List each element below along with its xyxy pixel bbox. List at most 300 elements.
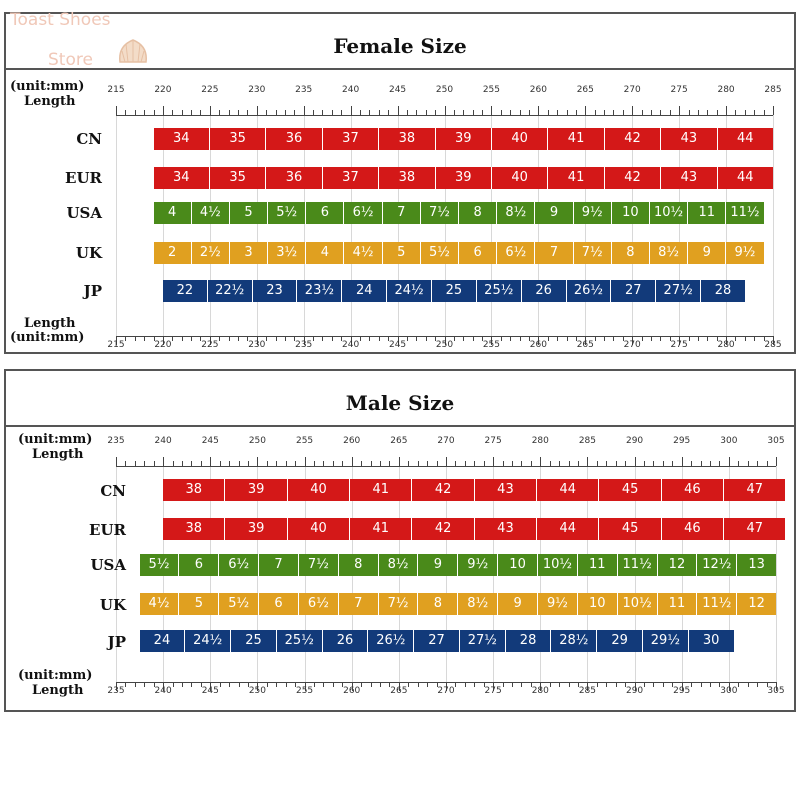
size-cell: 26½ (368, 630, 414, 652)
ruler-tick-label: 245 (201, 436, 219, 446)
size-cell: 5½ (268, 202, 306, 224)
ruler-tick-label: 235 (107, 436, 125, 446)
female-size-title: Female Size (6, 14, 794, 70)
ruler-tick (548, 336, 549, 341)
ruler-tick-label: 300 (720, 686, 738, 696)
female-top-unit-label: (unit:mm) (10, 79, 85, 94)
size-cell: 47 (746, 521, 764, 536)
ruler-tick (613, 336, 614, 341)
ruler-tick-label: 280 (717, 85, 735, 95)
male-size-title: Male Size (6, 371, 794, 427)
ruler-tick-label: 255 (295, 436, 314, 446)
ruler-tick (416, 336, 417, 341)
size-cell: 8½ (650, 242, 688, 264)
ruler-tick-label: 295 (673, 436, 691, 446)
ruler-tick (512, 682, 513, 687)
ruler-tick (191, 336, 192, 341)
size-cell: 6 (179, 554, 219, 576)
ruler-tick-label: 225 (201, 340, 219, 350)
size-cell: 7 (339, 593, 379, 615)
size-cell: 25½ (477, 280, 522, 302)
size-cell: 10 (612, 202, 650, 224)
size-cell: 45 (599, 518, 661, 540)
ruler-tick (276, 336, 277, 341)
size-cell: 11 (688, 202, 726, 224)
ruler-tick-label: 270 (437, 686, 455, 696)
ruler-tick (427, 682, 428, 687)
shell-logo-icon (116, 36, 150, 66)
size-cell: 12½ (697, 554, 737, 576)
ruler-tick (473, 336, 474, 341)
size-cell: 24½ (387, 280, 432, 302)
ruler-tick (323, 682, 324, 687)
size-cell: 7½ (299, 554, 339, 576)
size-cell: 5½ (140, 554, 180, 576)
ruler-tick (182, 682, 183, 687)
size-cell: 26 (323, 630, 369, 652)
ruler-tick (660, 336, 661, 341)
size-cell: 10½ (650, 202, 688, 224)
size-cell: 6 (259, 593, 299, 615)
size-cell: 24 (342, 280, 387, 302)
ruler-tick (285, 336, 286, 341)
size-cell: 4½ (140, 593, 180, 615)
ruler-tick (371, 682, 372, 687)
size-cell: 23½ (297, 280, 342, 302)
size-cell: 25½ (277, 630, 323, 652)
size-cell: 9½ (458, 554, 498, 576)
size-cell: 35 (210, 128, 266, 150)
male-jp-label: JP (107, 633, 126, 651)
female-cn-label: CN (76, 130, 102, 148)
size-cell: 24½ (185, 630, 231, 652)
size-cell: 38 (163, 479, 225, 501)
ruler-tick-label: 260 (529, 340, 547, 350)
size-cell: 43 (475, 518, 537, 540)
size-cell: 9½ (734, 245, 756, 260)
ruler-tick-label: 300 (720, 436, 738, 446)
ruler-tick (651, 336, 652, 341)
ruler-tick (606, 682, 607, 687)
size-cell: 43 (475, 479, 537, 501)
size-cell: 9 (535, 202, 573, 224)
size-cell: 4½ (192, 202, 230, 224)
ruler-tick (557, 336, 558, 341)
size-cell: 43 (661, 167, 717, 189)
size-cell: 29½ (643, 630, 689, 652)
ruler-tick (135, 682, 136, 687)
size-cell: 37 (323, 128, 379, 150)
ruler-tick (267, 682, 268, 687)
size-cell: 44 (737, 131, 754, 146)
male-bottom-length-label: Length (32, 683, 84, 698)
ruler-tick (360, 336, 361, 341)
size-cell: 40 (288, 518, 350, 540)
ruler-tick-label: 235 (295, 85, 313, 95)
size-cell: 38 (163, 518, 225, 540)
ruler-tick (465, 682, 466, 687)
size-cell: 3 (230, 242, 268, 264)
ruler-tick (369, 336, 370, 341)
ruler-tick (691, 682, 692, 687)
ruler-tick (748, 682, 749, 687)
size-cell: 6½ (219, 554, 259, 576)
size-cell: 41 (548, 128, 604, 150)
size-cell: 5½ (421, 242, 459, 264)
ruler-tick-label: 240 (154, 686, 172, 696)
ruler-tick (408, 682, 409, 687)
size-cell: 25 (231, 630, 277, 652)
ruler-tick (229, 682, 230, 687)
size-cell: 4 (154, 202, 192, 224)
male-bottom-unit-label: (unit:mm) (18, 668, 93, 683)
ruler-tick-label: 215 (107, 85, 125, 95)
ruler-tick (550, 682, 551, 687)
ruler-tick (407, 336, 408, 341)
size-cell: 10½ (538, 554, 578, 576)
ruler-tick-label: 290 (625, 686, 644, 696)
ruler-tick (520, 336, 521, 341)
ruler-tick-label: 235 (107, 686, 125, 696)
ruler-tick (380, 682, 381, 687)
ruler-tick (569, 682, 570, 687)
ruler-tick (144, 336, 145, 341)
size-cell: 44 (737, 170, 754, 185)
ruler-tick (454, 336, 455, 341)
male-cn-label: CN (100, 482, 126, 500)
size-cell: 35 (210, 167, 266, 189)
ruler-tick (616, 682, 617, 687)
ruler-tick (239, 682, 240, 687)
ruler-tick (521, 682, 522, 687)
size-cell: 30 (702, 633, 720, 648)
ruler-tick-label: 265 (390, 686, 408, 696)
ruler-tick-label: 260 (343, 436, 361, 446)
ruler-tick-label: 215 (107, 340, 125, 350)
ruler-tick (710, 682, 711, 687)
ruler-tick-label: 255 (482, 85, 501, 95)
ruler-tick (510, 336, 511, 341)
ruler-tick-label: 245 (388, 340, 407, 350)
size-cell: 44 (537, 479, 599, 501)
ruler-tick-label: 280 (531, 436, 549, 446)
size-cell: 45 (599, 479, 661, 501)
ruler-tick (266, 336, 267, 341)
size-cell: 40 (288, 479, 350, 501)
ruler-tick (333, 682, 334, 687)
ruler-tick-label: 275 (670, 85, 688, 95)
size-cell: 13 (748, 557, 765, 572)
ruler-tick (125, 336, 126, 341)
ruler-tick (125, 682, 126, 687)
ruler-tick (276, 682, 277, 687)
size-cell: 8 (459, 202, 497, 224)
ruler-tick (172, 336, 173, 341)
ruler-tick (653, 682, 654, 687)
ruler-tick-label: 240 (154, 436, 172, 446)
size-cell: 29 (597, 630, 643, 652)
ruler-tick-label: 265 (390, 436, 408, 446)
ruler-tick (144, 682, 145, 687)
ruler-tick (322, 336, 323, 341)
size-cell: 27½ (460, 630, 506, 652)
ruler-tick (707, 336, 708, 341)
size-cell: 8 (339, 554, 379, 576)
size-cell: 9 (688, 242, 726, 264)
watermark-line-1: Toast Shoes (10, 10, 111, 30)
ruler-tick (455, 682, 456, 687)
ruler-tick-label: 245 (388, 85, 407, 95)
male-uk-label: UK (99, 596, 126, 614)
ruler-tick-label: 275 (670, 340, 688, 350)
size-cell: 7½ (574, 242, 612, 264)
ruler-tick (754, 336, 755, 341)
watermark-line-2: Store (48, 50, 93, 70)
size-cell: 38 (379, 167, 435, 189)
size-cell: 8½ (497, 202, 535, 224)
ruler-tick-label: 230 (248, 85, 266, 95)
size-cell: 22½ (208, 280, 253, 302)
ruler-tick-label: 220 (154, 340, 172, 350)
size-cell: 28 (714, 283, 732, 298)
male-top-unit-label: (unit:mm) (18, 432, 93, 447)
size-cell: 6½ (497, 242, 535, 264)
ruler-tick-label: 295 (673, 686, 691, 696)
size-cell: 12 (748, 596, 765, 611)
size-cell: 28 (506, 630, 552, 652)
female-jp-label: JP (83, 282, 102, 300)
size-cell: 27 (611, 280, 656, 302)
size-cell: 41 (350, 479, 412, 501)
size-cell: 28½ (551, 630, 597, 652)
ruler-tick (701, 682, 702, 687)
size-cell: 42 (605, 167, 661, 189)
ruler-tick-label: 305 (767, 686, 785, 696)
size-cell: 11½ (730, 205, 760, 220)
female-uk-label: UK (75, 244, 102, 262)
ruler-tick-label: 250 (248, 436, 267, 446)
size-cell: 7 (535, 242, 573, 264)
size-cell: 8 (418, 593, 458, 615)
ruler-tick (597, 682, 598, 687)
size-cell: 7½ (379, 593, 419, 615)
male-eur-label: EUR (89, 521, 126, 539)
size-cell: 6½ (299, 593, 339, 615)
ruler-tick-label: 305 (767, 436, 785, 446)
ruler-tick (173, 682, 174, 687)
ruler-tick-label: 285 (578, 686, 597, 696)
ruler-tick-label: 280 (717, 340, 735, 350)
ruler-tick-label: 220 (154, 85, 172, 95)
size-cell: 38 (379, 128, 435, 150)
ruler-tick (595, 336, 596, 341)
size-cell: 24 (140, 630, 186, 652)
ruler-tick (286, 682, 287, 687)
ruler-tick (220, 682, 221, 687)
size-cell: 6 (459, 242, 497, 264)
size-cell: 7 (259, 554, 299, 576)
size-cell: 46 (662, 518, 724, 540)
ruler-tick (745, 336, 746, 341)
size-cell: 5 (179, 593, 219, 615)
size-cell: 10½ (618, 593, 658, 615)
size-cell: 6½ (344, 202, 382, 224)
ruler-tick (332, 336, 333, 341)
ruler-tick (379, 336, 380, 341)
size-cell: 8 (612, 242, 650, 264)
size-cell: 34 (154, 167, 210, 189)
ruler-tick (426, 336, 427, 341)
ruler-tick-label: 235 (295, 340, 313, 350)
size-cell: 39 (225, 518, 287, 540)
ruler-tick (644, 682, 645, 687)
size-cell: 47 (746, 482, 764, 497)
size-cell: 4½ (344, 242, 382, 264)
size-cell: 34 (154, 128, 210, 150)
ruler-tick-label: 255 (295, 686, 314, 696)
ruler-tick (698, 336, 699, 341)
ruler-tick-label: 275 (484, 436, 502, 446)
size-cell: 7 (383, 202, 421, 224)
size-cell: 9½ (538, 593, 578, 615)
ruler-tick (238, 336, 239, 341)
size-cell: 36 (266, 128, 322, 150)
size-cell: 26½ (567, 280, 612, 302)
ruler-tick (463, 336, 464, 341)
size-cell: 9½ (574, 202, 612, 224)
ruler-tick (642, 336, 643, 341)
ruler-tick (135, 336, 136, 341)
ruler-tick (567, 336, 568, 341)
size-cell: 5½ (219, 593, 259, 615)
size-cell: 11 (578, 554, 618, 576)
female-usa-label: USA (66, 204, 102, 222)
size-cell: 10 (578, 593, 618, 615)
female-bottom-unit-label: (unit:mm) (10, 330, 85, 345)
size-cell: 5 (230, 202, 268, 224)
male-bottom-ruler (6, 371, 794, 710)
ruler-tick (361, 682, 362, 687)
male-size-panel (4, 369, 796, 712)
ruler-tick-label: 270 (623, 85, 641, 95)
ruler-tick-label: 265 (576, 340, 594, 350)
ruler-tick-label: 285 (764, 340, 782, 350)
size-cell: 40 (492, 167, 548, 189)
ruler-tick (191, 682, 192, 687)
ruler-tick (663, 682, 664, 687)
size-cell: 42 (412, 518, 474, 540)
size-cell: 9 (418, 554, 458, 576)
size-cell: 40 (492, 128, 548, 150)
size-cell: 4 (306, 242, 344, 264)
size-cell: 12 (658, 554, 698, 576)
size-cell: 25 (432, 280, 477, 302)
size-cell: 39 (436, 128, 492, 150)
ruler-tick-label: 285 (578, 436, 597, 446)
size-cell: 11½ (618, 554, 658, 576)
ruler-tick (229, 336, 230, 341)
size-cell: 41 (548, 167, 604, 189)
ruler-tick-label: 240 (342, 85, 360, 95)
size-cell: 3½ (268, 242, 306, 264)
ruler-tick (689, 336, 690, 341)
ruler-tick-label: 260 (529, 85, 547, 95)
size-cell: 8½ (458, 593, 498, 615)
size-cell: 42 (605, 128, 661, 150)
ruler-tick (418, 682, 419, 687)
ruler-tick (735, 336, 736, 341)
ruler-tick-label: 240 (342, 340, 360, 350)
size-cell: 27½ (656, 280, 701, 302)
size-cell: 39 (225, 479, 287, 501)
ruler-tick-label: 285 (764, 85, 782, 95)
ruler-tick (313, 336, 314, 341)
ruler-tick (559, 682, 560, 687)
ruler-tick (474, 682, 475, 687)
size-cell: 5 (383, 242, 421, 264)
ruler-tick-label: 255 (482, 340, 501, 350)
size-cell: 6 (306, 202, 344, 224)
size-cell: 39 (436, 167, 492, 189)
ruler-tick-label: 265 (576, 85, 594, 95)
ruler-tick-label: 260 (343, 686, 361, 696)
ruler-tick-label: 270 (623, 340, 641, 350)
size-cell: 2½ (192, 242, 230, 264)
size-cell: 37 (323, 167, 379, 189)
ruler-tick-label: 290 (625, 436, 644, 446)
ruler-tick-label: 275 (484, 686, 502, 696)
size-cell: 42 (412, 479, 474, 501)
female-eur-label: EUR (65, 169, 102, 187)
size-cell: 27 (414, 630, 460, 652)
ruler-tick (604, 336, 605, 341)
male-usa-label: USA (90, 556, 126, 574)
size-cell: 23 (253, 280, 298, 302)
ruler-tick (501, 336, 502, 341)
size-cell: 9 (498, 593, 538, 615)
ruler-tick-label: 250 (435, 85, 454, 95)
ruler-tick (219, 336, 220, 341)
size-cell: 7½ (421, 202, 459, 224)
size-cell: 11½ (697, 593, 737, 615)
ruler-tick (757, 682, 758, 687)
male-top-length-label: Length (32, 447, 84, 462)
size-cell: 10 (498, 554, 538, 576)
ruler-tick-label: 250 (248, 686, 267, 696)
size-cell: 11 (658, 593, 698, 615)
ruler-tick (503, 682, 504, 687)
ruler-tick-label: 230 (248, 340, 266, 350)
ruler-tick-label: 225 (201, 85, 219, 95)
ruler-tick-label: 245 (201, 686, 219, 696)
size-cell: 46 (662, 479, 724, 501)
female-top-length-label: Length (24, 94, 76, 109)
size-cell: 2 (154, 242, 192, 264)
ruler-tick-label: 270 (437, 436, 455, 446)
ruler-tick (314, 682, 315, 687)
size-cell: 36 (266, 167, 322, 189)
size-cell: 26 (522, 280, 567, 302)
ruler-tick (738, 682, 739, 687)
size-cell: 44 (537, 518, 599, 540)
female-bottom-length-label: Length (24, 316, 76, 331)
ruler-tick (182, 336, 183, 341)
ruler-tick-label: 250 (435, 340, 454, 350)
size-cell: 41 (350, 518, 412, 540)
size-cell: 43 (661, 128, 717, 150)
ruler-tick-label: 280 (531, 686, 549, 696)
size-cell: 8½ (379, 554, 419, 576)
